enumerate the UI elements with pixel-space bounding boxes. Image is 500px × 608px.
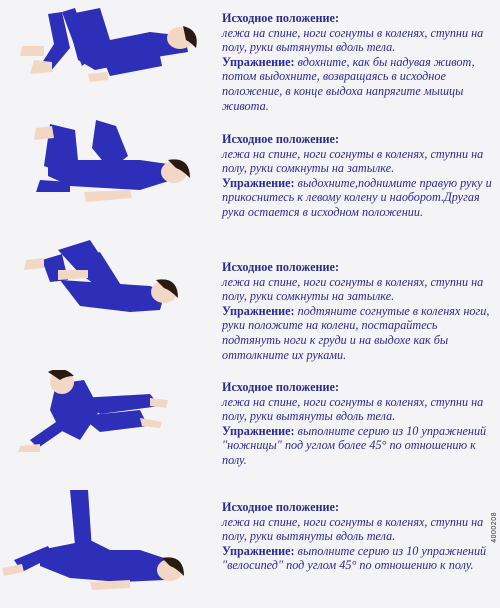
exercise-label: Упражнение: — [222, 54, 295, 69]
exercise-text-3 — [222, 260, 494, 362]
exercise-text-5 — [222, 500, 494, 573]
exercise-label: Упражнение: — [222, 175, 295, 190]
exercise-row-5 — [0, 490, 500, 608]
start-position-heading: Исходное положение: — [222, 500, 340, 514]
catalog-code: 4000208 — [491, 512, 498, 543]
exercise-instructions: вдохните, как бы надувая живот, потом выдохните, возвращаясь в исходное положение, в конце выдоха напрягите мышцы живота. — [222, 54, 475, 113]
exercise-row-1 — [0, 0, 500, 120]
start-position-heading: Исходное положение: — [222, 380, 340, 394]
exercise-text-2 — [222, 132, 494, 220]
illustration-crunch-twist — [0, 120, 215, 230]
illustration-scissors — [0, 370, 215, 480]
exercise-row-4 — [0, 370, 500, 490]
exercise-instructions: выполните серию из 10 упражнений "ножницы" под углом более 45° по отношению к полу. — [222, 423, 487, 467]
start-position-heading: Исходное положение: — [222, 11, 340, 25]
start-position-heading: Исходное положение: — [222, 132, 340, 146]
start-position-description: лежа на спине, ноги согнуты в коленях, ступни на полу, руки вытянуты вдоль тела. — [222, 25, 484, 55]
exercise-label: Упражнение: — [222, 423, 295, 438]
start-position-description: лежа на спине, ноги согнуты в коленях, ступни на полу, руки вытянуты вдоль тела. — [222, 514, 484, 544]
illustration-lying-knees-bent — [0, 0, 215, 110]
exercise-row-2 — [0, 120, 500, 240]
exercise-instructions: выдохните,поднимите правую руку и прикоснитесь к левому колену и наоборот.Другая рука остается в исходном положении. — [222, 175, 492, 219]
illustration-bicycle — [0, 490, 215, 608]
start-position-description: лежа на спине, ноги согнуты в коленях, ступни на полу, руки вытянуты вдоль тела. — [222, 394, 484, 424]
exercise-label: Упражнение: — [222, 303, 295, 318]
start-position-description: лежа на спине, ноги согнуты в коленях, ступни на полу, руки сомкнуты на затылке. — [222, 146, 484, 176]
illustration-knees-to-chest — [0, 240, 215, 350]
exercise-instructions: подтяните согнутые в коленях ноги, руки положите на колени, постарайтесь подтянуть ноги к груди и на выдохе как бы оттолкните их руками. — [222, 303, 490, 362]
exercise-text-1 — [222, 11, 494, 113]
exercise-row-3 — [0, 240, 500, 370]
start-position-heading: Исходное положение: — [222, 260, 340, 274]
exercise-instructions: выполните серию из 10 упражнений "велосипед" под углом 45° по отношению к полу. — [222, 543, 487, 573]
exercise-label: Упражнение: — [222, 543, 295, 558]
exercise-text-4 — [222, 380, 494, 468]
start-position-description: лежа на спине, ноги согнуты в коленях, ступни на полу, руки сомкнуты на затылке. — [222, 274, 484, 304]
